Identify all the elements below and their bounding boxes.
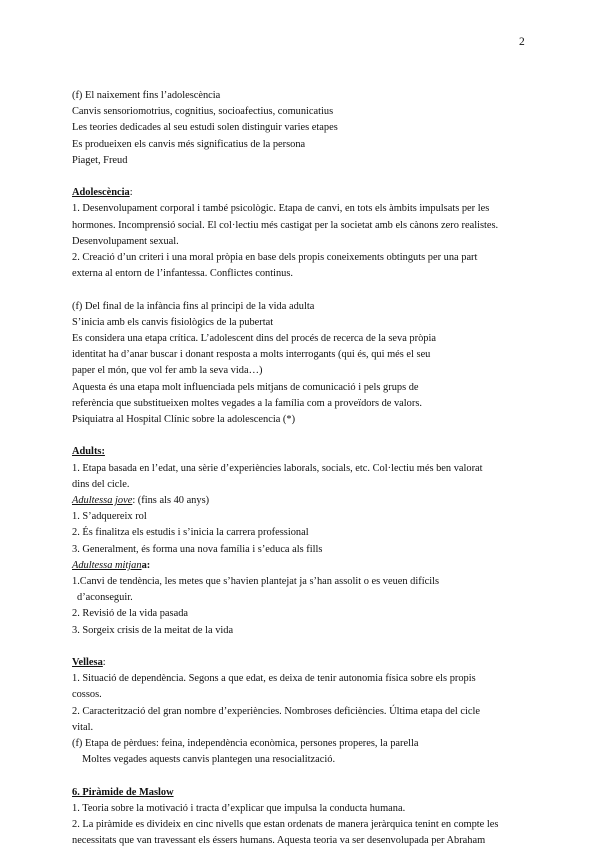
section-heading-adolescencia (72, 185, 532, 201)
adolescencia-line: externa al entorn de l’infantessa. Conflictes continus. (72, 268, 294, 280)
adolescencia-line: Desenvolupament sexual. (72, 235, 179, 247)
adults-line: 1. Etapa basada en l’edat, una sèrie d’experiències laborals, socials, etc. Col·lectiu més ben valorat (72, 462, 483, 474)
adults-mitjana-item: 2. Revisió de la vida pasada (72, 608, 188, 620)
block1-line: Canvis sensoriomotrius, cognitius, socioafectius, comunicatius (72, 106, 334, 118)
vellesa-line: Moltes vegades aquests canvis plantegen una resocialització. (82, 754, 336, 766)
adults-jove-item: 3. Generalment, és forma una nova família i s’educa als fills (72, 543, 323, 555)
heading-suffix: : (102, 657, 106, 669)
adolescencia-line: Aquesta és una etapa molt influenciada pels mitjans de comunicació i pels grups de (72, 381, 419, 393)
adultessa-mitjana-label: Adultessa mitjan (72, 559, 142, 571)
adultessa-jove-heading (72, 493, 532, 509)
maslow-heading: 6. Piràmide de Maslow (72, 786, 174, 798)
adolescencia-line: hormones. Incomprensió social. El col·lectiu més castigat per la societat amb els cànons zero realistes. (72, 219, 499, 231)
adults-mitjana-item: d’aconseguir. (77, 592, 133, 604)
adults-mitjana-item: 1.Canvi de tendència, les metes que s’havien plantejat ja s’han assolit o es veuen difícils (72, 576, 440, 588)
block1-line: Piaget, Freud (72, 154, 128, 166)
vellesa-line: vital. (72, 721, 94, 733)
adults-jove-item: 2. És finalitza els estudis i s’inicia la carrera professional (72, 527, 309, 539)
section-heading-vellesa (72, 655, 532, 671)
vellesa-line: 2. Caracterització del gran nombre d’experiències. Nombroses deficiències. Última etapa del cicle (72, 705, 480, 717)
block1-line: Es produeixen els canvis més significatius de la persona (72, 138, 306, 150)
adults-mitjana-item: 3. Sorgeix crisis de la meitat de la vida (72, 624, 234, 636)
adolescencia-line: 1. Desenvolupament corporal i també psicològic. Etapa de canvi, en tots els àmbits impulsats per les (72, 203, 490, 215)
adults-line: dins del cicle. (72, 478, 130, 490)
adolescencia-line: Es considera una etapa crítica. L’adolescent dins del procés de recerca de la seva pròpia (72, 333, 436, 345)
adolescencia-heading: Adolescència (72, 187, 130, 199)
adults-heading: Adults: (72, 446, 105, 458)
adolescencia-line: Psiquiatra al Hospital Clínic sobre la adolescencia (*) (72, 414, 296, 426)
adolescencia-line: paper el món, que vol fer amb la seva vida…) (72, 365, 263, 377)
vellesa-line: (f) Etapa de pèrdues: feina, independència econòmica, persones properes, la parella (72, 738, 419, 750)
document-body (72, 88, 532, 849)
adultessa-jove-label: Adultessa jove (72, 495, 133, 507)
block1-line: (f) El naixement fins l’adolescència (72, 90, 221, 101)
adolescencia-line: referència que substitueixen moltes vegades a la família com a proveïdors de valors. (72, 397, 422, 409)
adolescencia-line: (f) Del final de la infància fins al principi de la vida adulta (72, 300, 315, 312)
heading-suffix: : (129, 187, 133, 199)
adultessa-mitjana-heading (72, 558, 532, 574)
adolescencia-line: identitat ha d’anar buscar i donant resposta a molts interrogants (qui és, qui més el seu (72, 349, 431, 361)
page-number: 2 (519, 36, 525, 48)
maslow-line: 2. La piràmide es divideix en cinc nivells que estan ordenats de manera jeràrquica tenint en compte les (72, 819, 499, 831)
adultessa-mitjana-suffix: a: (141, 559, 151, 571)
adults-jove-item: 1. S’adquereix rol (72, 511, 147, 523)
adolescencia-line: 2. Creació d’un criteri i una moral pròpia en base dels propis coneixements obtinguts per una part (72, 252, 478, 264)
block1-line: Les teories dedicades al seu estudi solen distinguir varies etapes (72, 122, 338, 134)
adultessa-jove-suffix: : (fins als 40 anys) (132, 495, 210, 507)
adolescencia-line: S’inicia amb els canvis fisiològics de la pubertat (72, 316, 274, 328)
vellesa-line: 1. Situació de dependència. Segons a que edat, es deixa de tenir autonomia física sobre els propis (72, 673, 476, 685)
maslow-line: necessitats que van travessant els éssers humans. Aquesta teoria va ser desenvolupada per Abraham (72, 835, 486, 847)
maslow-line: 1. Teoria sobre la motivació i tracta d’explicar que impulsa la conducta humana. (72, 802, 406, 814)
vellesa-line: cossos. (72, 689, 102, 701)
vellesa-heading: Vellesa (72, 657, 103, 669)
